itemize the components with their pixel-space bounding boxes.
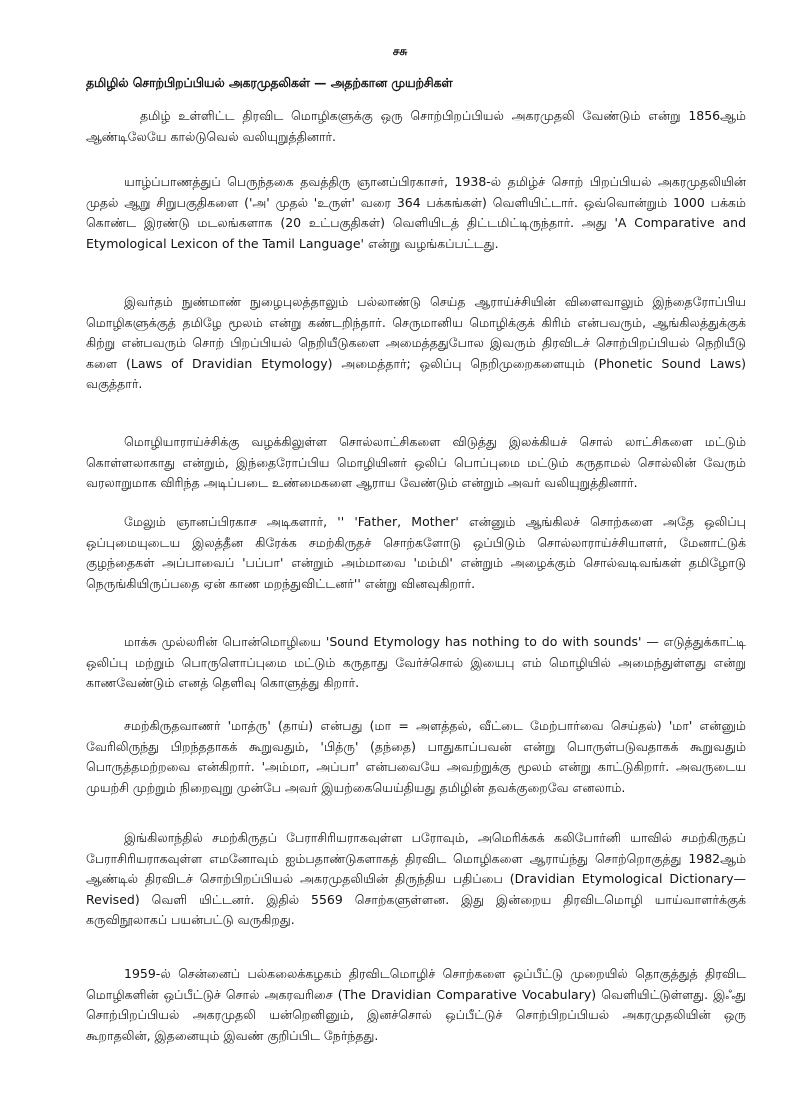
paragraph-6: மாக்சு முல்லரின் பொன்மொழியை 'Sound Etymology has nothing to do with sounds' — எடுத்துக்காட்டி ஒலிப்பு மற்றும் பொருளொப்புமை மட்டும் கருதாது வேர்ச்சொல் இயைபு எம் மொழியில் அமைந்துள்ளது என்று காணவேண்டும் எனத் தெளிவு கொளுத்து கிறார்.	[86, 634, 746, 690]
paragraph-7: சமற்கிருதவாணர் 'மாத்ரு' (தாய்) என்பது (மா = அளத்தல், வீட்டை மேற்பார்வை செய்தல்) 'மா' என்னும் வேரிலிருந்து பிறந்ததாகக் கூறுவதும், 'பித்ரு' (தந்தை) பாதுகாப்பவன் என்று பொருள்படுவதாகக் கூறுவதும் பொருத்தமற்றவை என்கிறார். 'அம்மா, அப்பா' என்பவையே அவற்றுக்கு மூலம் என்று காட்டுகிறார். அவருடைய முயற்சி முற்றும் நிறைவுறு முன்பே அவர் இயற்கையெய்தியது தமிழின் தவக்குறைவே எனலாம்.	[86, 718, 746, 795]
paragraph-9: 1959-ல் சென்னைப் பல்கலைக்கழகம் திரவிடமொழிச் சொற்களை ஒப்பீட்டு முறையில் தொகுத்துத் திரவிட மொழிகளின் ஒப்பீட்டுச் சொல் அகரவரிசை (The Dravidian Comparative Vocabulary) வெளியிட்டுள்ளது. இஃது சொற்பிறப்பியல் அகரமுதலி யன்றெனினும், இனச்சொல் ஒப்பீட்டுச் சொற்பிறப்பியல் அகரமுதலியின் ஒரு கூறாதலின், இதனையும் இவண் குறிப்பிட நேர்ந்தது.	[86, 966, 746, 1043]
paragraph-5: மேலும் ஞானப்பிரகாச அடிகளார், '' 'Father, Mother' என்னும் ஆங்கிலச் சொற்களை அதே ஒலிப்பு ஒப்புமையுடைய இலத்தீன கிரேக்க சமற்கிருதச் சொற்களோடு ஒப்பிடும் சொல்லாராய்ச்சியாளர், மேனாட்டுக் குழந்தைகள் அப்பாவைப் 'பப்பா' என்றும் அம்மாவை 'மம்மி' என்றும் அழைக்கும் சொல்வடிவங்கள் தமிழோடு நெருங்கியிருப்பதை ஏன் காண மறந்துவிட்டனர்'' என்று வினவுகிறார்.	[86, 514, 746, 591]
paragraph-1: தமிழ் உள்ளிட்ட திரவிட மொழிகளுக்கு ஒரு சொற்பிறப்பியல் அகரமுதலி வேண்டும் என்று 1856ஆம் ஆண்டிலேயே கால்டுவெல் வலியுறுத்தினார்.	[86, 108, 746, 144]
page-number: சசு	[392, 44, 408, 58]
paragraph-8: இங்கிலாந்தில் சமற்கிருதப் பேராசிரியராகவுள்ள பரோவும், அமெரிக்கக் கலிபோர்னி யாவில் சமற்கிருதப் பேராசிரியராகவுள்ள எமனோவும் ஐம்பதாண்டுகளாகத் திரவிட மொழிகளை ஆராய்ந்து சொற்றொகுத்து 1982ஆம் ஆண்டில் திரவிடச் சொற்பிறப்பியல் அகரமுதலியின் திருந்திய பதிப்பை (Dravidian Etymological Dictionary—Revised) வெளி யிட்டனர். இதில் 5569 சொற்களுள்ளன. இது இன்றைய திரவிடமொழி யாய்வாளர்க்குக் கருவிநூலாகப் பயன்பட்டு வருகிறது.	[86, 830, 746, 927]
paragraph-3: இவர்தம் நுண்மாண் நுழைபுலத்தாலும் பல்லாண்டு செய்த ஆராய்ச்சியின் விளைவாலும் இந்தைரோப்பிய மொழிகளுக்குத் தமிழே மூலம் என்று கண்டறிந்தார். செருமானிய மொழிக்குக் கிரிம் என்பவரும், ஆங்கிலத்துக்குக் கிற்று என்பவரும் சொற் பிறப்பியல் நெறியீடுகளை அமைத்ததுபோல இவரும் திரவிடச் சொற்பிறப்பியல் நெறியீடு களை (Laws of Dravidian Etymology) அமைத்தார்; ஒலிப்பு நெறிமுறைகளையும் (Phonetic Sound Laws) வகுத்தார்.	[86, 294, 746, 391]
paragraph-2: யாழ்ப்பாணத்துப் பெருந்தகை தவத்திரு ஞானப்பிரகாசர், 1938-ல் தமிழ்ச் சொற் பிறப்பியல் அகரமுதலியின் முதல் ஆறு சிறுபகுதிகளை ('அ' முதல் 'உருள்' வரை 364 பக்கங்கள்) வெளியிட்டார். ஒவ்வொன்றும் 1000 பக்கம் கொண்ட இரண்டு மடலங்களாக (20 உட்பகுதிகள்) வெளியிடத் திட்டமிட்டிருந்தார். அது 'A Comparative and Etymological Lexicon of the Tamil Language' என்று வழங்கப்பட்டது.	[86, 174, 746, 251]
paragraph-4: மொழியாராய்ச்சிக்கு வழக்கிலுள்ள சொல்லாட்சிகளை விடுத்து இலக்கியச் சொல் லாட்சிகளை மட்டும் கொள்ளலாகாது என்றும், இந்தைரோப்பிய மொழியினர் ஒலிப் பொப்புமை மட்டும் கருதாமல் சொல்லின் வேரும் வரலாறுமாக விரிந்த அடிப்படை உண்மைகளை ஆராய வேண்டும் என்றும் அவர் வலியுறுத்தினார்.	[86, 434, 746, 490]
section-heading: தமிழில் சொற்பிறப்பியல் அகரமுதலிகள் — அதற்கான முயற்சிகள்	[86, 76, 453, 90]
